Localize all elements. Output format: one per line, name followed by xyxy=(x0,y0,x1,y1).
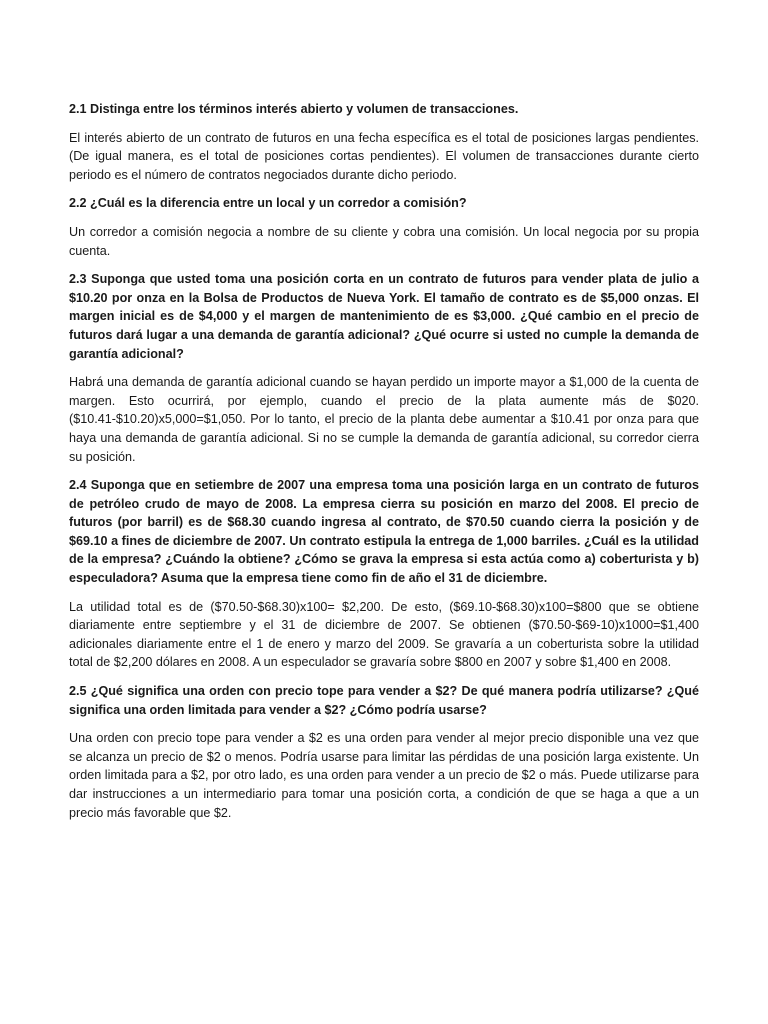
question-2-5: 2.5 ¿Qué significa una orden con precio tope para vender a $2? De qué manera podría utilizarse? ¿Qué significa una orden limitada para vender a $2? ¿Cómo podría usarse? xyxy=(69,684,699,717)
question-2-4: 2.4 Suponga que en setiembre de 2007 una empresa toma una posición larga en un contrato de futuros de petróleo crudo de mayo de 2008. La empresa cierra su posición en marzo del 2008. El precio de futuros (por barril) es de $68.30 cuando ingresa al contrato, de $70.50 cuando cierra la posición y de $69.10 a fines de diciembre de 2007. Un contrato estipula la entrega de 1,000 barriles. ¿Cuál es la utilidad de la empresa? ¿Cuándo la obtiene? ¿Cómo se grava la empresa si esta actúa como a) coberturista y b) especuladora? Asuma que la empresa tiene como fin de año el 31 de diciembre. xyxy=(69,478,699,586)
question-2-1: 2.1 Distinga entre los términos interés abierto y volumen de transacciones. xyxy=(69,102,519,116)
answer-2-4: La utilidad total es de ($70.50-$68.30)x100= $2,200. De esto, ($69.10-$68.30)x100=$800 que se obtiene diariamente entre septiembre y el 31 de diciembre de 2007. Se obtienen ($70.50-$69-10)x1000=$1,400 adicionales diariamente entre el 1 de enero y marzo del 2009. Se gravaría a un coberturista sobre la utilidad total de $2,200 dólares en 2008. A un especulador se gravaría sobre $800 en 2007 y sobre $1,400 en 2008. xyxy=(69,599,699,670)
document-page xyxy=(69,100,699,832)
answer-2-3: Habrá una demanda de garantía adicional cuando se hayan perdido un importe mayor a $1,000 de la cuenta de margen. Esto ocurrirá, por ejemplo, cuando el precio de la plata aumente más de $020. ($10.41-$10.20)x5,000=$1,050. Por lo tanto, el precio de la planta debe aumentar a $10.41 por onza para que haya una demanda de garantía adicional. Si no se cumple la demanda de garantía adicional, su corredor cierra su posición. xyxy=(69,375,699,464)
question-2-3: 2.3 Suponga que usted toma una posición corta en un contrato de futuros para vender plata de julio a $10.20 por onza en la Bolsa de Productos de Nueva York. El tamaño de contrato es de $5,000 onzas. El margen inicial es de $4,000 y el margen de mantenimiento de es $3,000. ¿Qué cambio en el precio de futuros dará lugar a una demanda de garantía adicional? ¿Qué ocurre si usted no cumple la demanda de garantía adicional? xyxy=(69,272,699,361)
answer-2-5: Una orden con precio tope para vender a $2 es una orden para vender al mejor precio disponible una vez que se alcanza un precio de $2 o menos. Podría usarse para limitar las pérdidas de una posición larga existente. Un orden limitada para a $2, por otro lado, es una orden para vender a un precio de $2 o más. Puede utilizarse para dar instrucciones a un intermediario para tomar una posición corta, a condición de que se haga a que a un precio más favorable que $2. xyxy=(69,731,699,820)
answer-2-1: El interés abierto de un contrato de futuros en una fecha específica es el total de posiciones largas pendientes. (De igual manera, es el total de posiciones cortas pendientes). El volumen de transacciones durante cierto periodo es el número de contratos negociados durante dicho periodo. xyxy=(69,130,699,182)
answer-2-2: Un corredor a comisión negocia a nombre de su cliente y cobra una comisión. Un local negocia por su propia cuenta. xyxy=(69,224,699,258)
question-2-2: 2.2 ¿Cuál es la diferencia entre un local y un corredor a comisión? xyxy=(69,196,467,211)
